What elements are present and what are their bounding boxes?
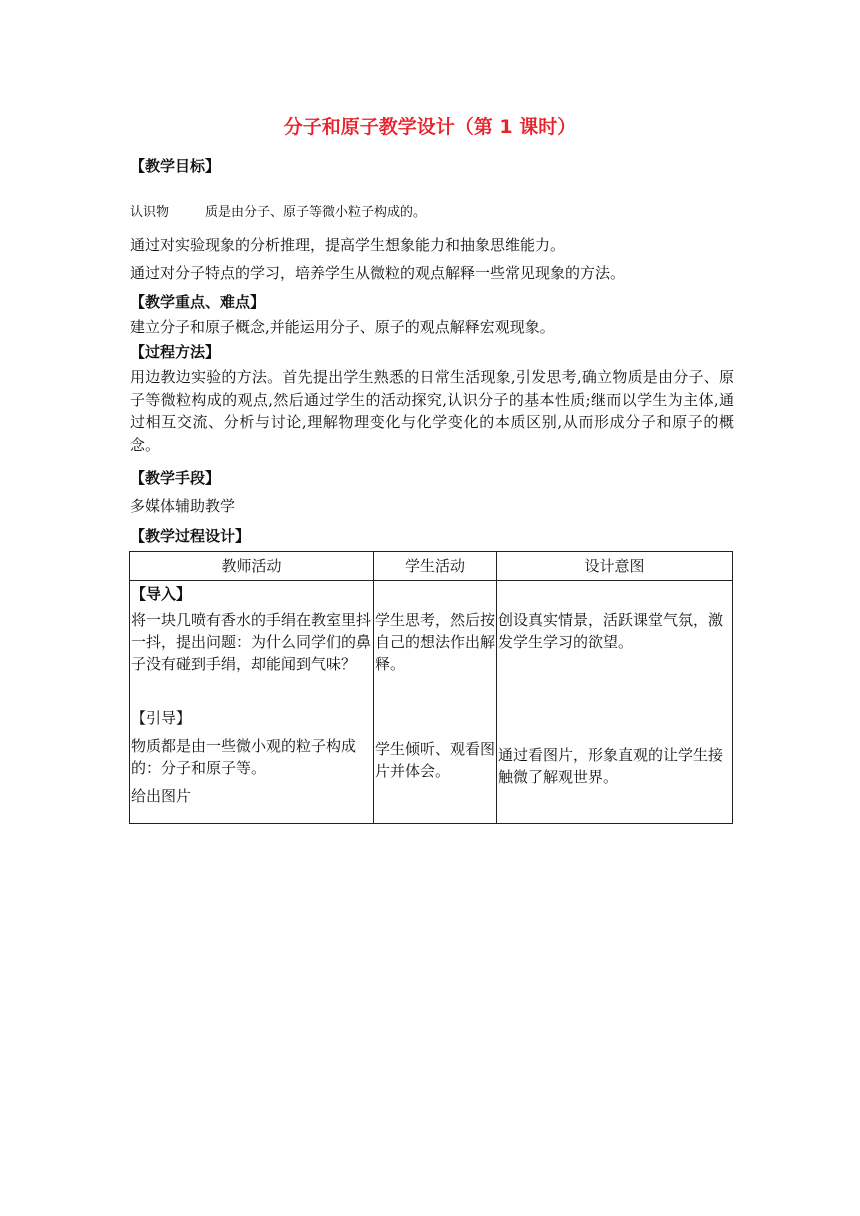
design-intent-cell [497, 581, 733, 824]
student-activity-cell [374, 581, 497, 824]
key-points-heading: 【教学重点、难点】 [130, 293, 266, 311]
means-text: 多媒体辅助教学 [130, 497, 236, 515]
intro-intent-text: 创设真实情景，活跃课堂气氛，激发学生学习的欲望。 [498, 611, 724, 651]
column-header-intent: 设计意图 [497, 552, 733, 581]
guide-teacher-note: 给出图片 [131, 787, 192, 805]
guide-heading: 【引导】 [131, 709, 192, 727]
means-heading: 【教学手段】 [130, 469, 221, 487]
guide-student-text: 学生倾听、观看图片并体会。 [375, 740, 496, 780]
column-header-student: 学生活动 [374, 552, 497, 581]
intro-heading: 【导入】 [131, 585, 192, 603]
intro-student-text: 学生思考，然后按自己的想法作出解释。 [375, 611, 496, 673]
objective-item-1 [130, 202, 740, 224]
column-header-teacher: 教师活动 [130, 552, 374, 581]
method-text: 用边教边实验的方法。首先提出学生熟悉的日常生活现象,引发思考,确立物质是由分子、原子等微粒构成的观点,然后通过学生的活动探究,认识分子的基本性质;继而以学生为主体,通过相互交流、分析与讨论,理解物理变化与化学变化的本质区别,从而形成分子和原子的概念。 [130, 368, 734, 454]
objective-item-1-part-b: 质是由分子、原子等微小粒子构成的。 [205, 205, 427, 220]
objective-item-2: 通过对实验现象的分析推理，提高学生想象能力和抽象思维能力。 [130, 236, 566, 254]
guide-teacher-text: 物质都是由一些微小观的粒子构成的：分子和原子等。 [131, 737, 357, 777]
method-heading: 【过程方法】 [130, 343, 221, 361]
process-table-header-row [130, 552, 733, 581]
objective-item-3: 通过对分子特点的学习，培养学生从微粒的观点解释一些常见现象的方法。 [130, 264, 626, 282]
process-heading: 【教学过程设计】 [130, 527, 251, 545]
process-table [129, 551, 733, 824]
intro-teacher-text: 将一块几喷有香水的手绢在教室里抖一抖，提出问题：为什么同学们的鼻子没有碰到手绢，却能闻到气味？ [131, 611, 372, 673]
objectives-heading: 【教学目标】 [130, 157, 221, 175]
teacher-activity-cell [130, 581, 374, 824]
objective-item-1-part-a: 认识物 [130, 205, 170, 220]
process-table-row [130, 581, 733, 824]
key-points-text: 建立分子和原子概念,并能运用分子、原子的观点解释宏观现象。 [130, 318, 555, 336]
document-title: 分子和原子教学设计（第 1 课时） [283, 116, 577, 138]
guide-intent-text: 通过看图片，形象直观的让学生接触微了解观世界。 [498, 746, 724, 786]
